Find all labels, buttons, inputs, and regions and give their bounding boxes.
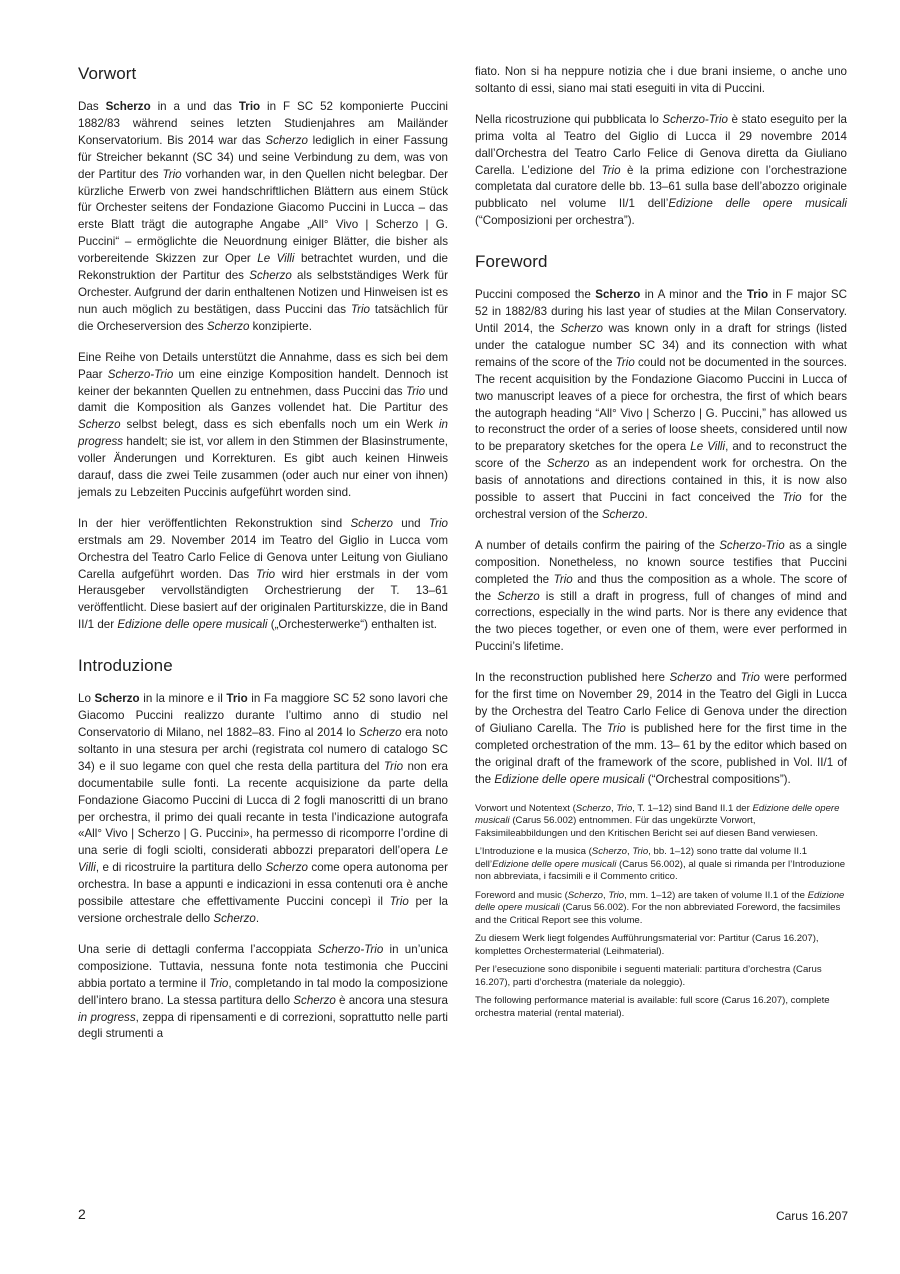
bold-text: Trio — [238, 100, 261, 113]
text-run: and — [712, 671, 741, 685]
text-run: Foreword and music ( — [475, 889, 568, 901]
text-run: Nella ricostruzione qui pubblicata lo — [475, 112, 663, 126]
italic-text: Scherzo — [669, 671, 713, 685]
text-run: Puccini composed the — [475, 288, 596, 302]
text-run: lediglich in einer Fassung für Streicher bekannt (SC 34) und seine Verbindung zu dem, was von der Partitur des — [78, 133, 448, 181]
text-run: in F major SC 52 in 1882/83 during his last year of studies at the Milan Conservatory. Until 2014, the — [475, 288, 847, 335]
italic-text: Trio — [608, 889, 625, 901]
text-run: in la minore e il — [139, 692, 227, 706]
italic-text: Trio — [383, 759, 404, 773]
introduzione-paragraph — [78, 942, 448, 1043]
text-run: L’Introduzione e la musica ( — [475, 846, 592, 858]
text-run: In der hier veröffentlichten Rekonstruktion sind — [78, 516, 351, 530]
text-run: , T. 1–12) sind Band II.1 der — [632, 802, 753, 814]
text-run: is published here for the first time in the completed orchestration of the mm. 13– 61 by the editor which based on the original draft of the framework of the score, published in Vol. II/1 of the — [475, 721, 847, 786]
italic-text: Scherzo — [265, 133, 308, 147]
catalog-number: Carus 16.207 — [775, 1209, 848, 1223]
text-run: betrachtet wurden, und die Rekonstruktion der Partitur des — [78, 252, 448, 283]
italic-text: Trio — [256, 567, 276, 581]
text-run: A number of details confirm the pairing of the — [475, 538, 720, 552]
italic-text: in progress — [78, 1010, 136, 1024]
text-run: come opera autonoma per orchestra. In base a appunti e indicazioni in essa contenuti ora è anche possibile attestare che effettivamente Puccini concepì il — [78, 861, 448, 909]
text-run: (“Composizioni per orchestra”). — [475, 214, 635, 228]
performance-material-note — [475, 933, 847, 958]
text-run: as an independent work for orchestra. On the basis of annotations and directions contained in this, it is now also possible to assert that Puccini in fact conceived the — [475, 457, 847, 505]
text-run: in F SC 52 komponierte Puccini 1882/83 während seines letzten Studienjahres am Mailänder Konservatorium. Bis 2014 war das — [78, 100, 449, 147]
italic-text: Scherzo-Trio — [107, 367, 174, 381]
italic-text: Trio — [428, 516, 448, 530]
text-run: Zu diesem Werk liegt folgendes Aufführungsmaterial vor: Partitur (Carus 16.207), komplettes Orchestermaterial (Leihmaterial). — [475, 933, 819, 957]
italic-text: Scherzo-Trio — [662, 112, 728, 126]
text-run: („Orchesterwerke“) enthalten ist. — [267, 618, 437, 632]
text-run: is still a draft in progress, full of changes of mind and corrections, especially in the wind parts. Nor is there any evidence that the two pieces together, or even one of them, were ever performed in Puccini’s lifetime. — [475, 589, 848, 654]
italic-text: Trio — [782, 491, 802, 505]
bold-text: Scherzo — [595, 288, 641, 302]
italic-text: Le Villi — [690, 440, 726, 454]
text-run: and thus the composition as a whole. The score of the — [475, 572, 847, 603]
text-run: wird hier erstmals in der vom Herausgeber vervollständigten Orchestrierung der T. 13–61 veröffentlicht. Diese basiert auf der originalen Partiturskizze, die in Band II/1 der — [78, 567, 448, 632]
text-run: , e di ricostruire la partitura dello — [95, 861, 266, 875]
introduzione-paragraph — [78, 691, 448, 928]
vorwort-paragraph — [78, 350, 448, 502]
italic-text: Scherzo — [497, 589, 540, 603]
italic-text: Scherzo-Trio — [317, 942, 384, 956]
bold-text: Trio — [746, 288, 769, 302]
italic-text: Scherzo — [567, 889, 603, 901]
text-run: (Carus 56.002) entnommen. Für das ungekürzte Vorwort, Faksimileabbildungen und den Kritischen Bericht sei auf diesen Band verwiesen. — [475, 815, 818, 839]
italic-text: Trio — [740, 671, 760, 685]
left-column — [78, 64, 448, 1057]
bold-text: Scherzo — [94, 692, 140, 706]
italic-text: Edizione delle opere musicali — [117, 618, 268, 632]
italic-text: Scherzo — [265, 861, 308, 875]
text-run: und — [392, 516, 429, 530]
introduzione-continued-paragraph — [475, 112, 847, 230]
text-run: , zeppa di ripensamenti e di correzioni, soprattutto nelle parti degli strumenti a — [78, 1010, 448, 1041]
italic-text: Trio — [406, 384, 426, 398]
bold-text: Scherzo — [105, 100, 151, 113]
italic-text: Scherzo — [78, 418, 121, 432]
vorwort-heading: Vorwort — [78, 64, 137, 83]
source-note — [475, 803, 847, 841]
italic-text: Trio — [616, 802, 633, 814]
text-run: Per l’esecuzione sono disponibile i seguenti materiali: partitura d’orchestra (Carus 16.207), parti d’orchestra (materiale da noleggio). — [475, 964, 822, 988]
text-run: Das — [78, 100, 106, 113]
vorwort-paragraph — [78, 516, 448, 634]
performance-material-note — [475, 964, 847, 989]
italic-text: Edizione delle opere musicali — [475, 889, 845, 914]
italic-text: Trio — [209, 976, 229, 990]
text-run: und damit die Komposition als Ganzes vollendet hat. Die Partitur des — [78, 384, 448, 415]
foreword-paragraph — [475, 287, 847, 524]
italic-text: Le Villi — [257, 252, 295, 266]
italic-text: Edizione delle opere musicali — [494, 772, 645, 786]
text-run: , — [627, 846, 633, 858]
italic-text: Scherzo — [293, 993, 336, 1007]
text-run: konzipierte. — [249, 319, 312, 333]
text-run: selbst belegt, dass es sich ebenfalls noch um ein Werk — [120, 418, 439, 432]
text-run: in Fa maggiore SC 52 sono lavori che Giacomo Puccini realizzo durante l’ultimo anno di studio nel Conservatorio di Milano, nel 1882–83. Fino al 2014 lo — [78, 692, 448, 739]
text-run: for the orchestral version of the — [475, 491, 848, 521]
foreword-heading: Foreword — [475, 252, 548, 272]
text-run: handelt; sie ist, vor allem in den Stimmen der Blasinstrumente, voller Änderungen und Korrekturen. Es gibt auch keinen Hinweis darauf, dass die zwei Teile zusammen (oder auch nur einer von ihnen) jemals zu Lebzeiten Puccinis aufgeführt worden sind. — [78, 435, 448, 499]
italic-text: Scherzo — [560, 321, 603, 335]
text-run: were performed for the first time on November 29, 2014 in the Teatro del Gigli in Lucca by the Orchestra del Teatro Carlo Felice di Genova under the direction of Giuliano Carella. The — [475, 671, 847, 735]
italic-text: Scherzo-Trio — [719, 538, 785, 552]
introduzione-continued-paragraph — [475, 64, 847, 98]
text-run: , — [602, 889, 609, 901]
text-run: could not be documented in the sources. The recent acquisition by the Fondazione Giacomo Puccini in Lucca of two manuscript leaves of a piece for orchestra, the first of which bears the autograph heading “All° Vivo | Scherzo | G. Puccini,” has allowed us to reconstruct the order of a series of loose sheets, considered until now to be preparatory sketches for the opera — [475, 355, 848, 454]
italic-text: Trio — [632, 846, 649, 858]
right-column — [475, 64, 847, 1026]
italic-text: Trio — [350, 302, 370, 316]
text-run: als selbstständiges Werk für Orchester. Aufgrund der darin enthaltenen Notizen und Hinweisen ist es nun auch möglich zu bestätigen, dass Puccini das — [78, 269, 448, 316]
italic-text: Scherzo — [546, 457, 590, 471]
text-run: fiato. Non si ha neppure notizia che i due brani insieme, o anche uno soltanto di essi, siano mai stati eseguiti in vita di Puccini. — [475, 65, 847, 95]
italic-text: Trio — [601, 163, 621, 177]
italic-text: Edizione delle opere musicali — [475, 802, 840, 827]
introduzione-heading: Introduzione — [78, 656, 173, 676]
text-run: per la versione orchestrale dello — [78, 895, 448, 925]
italic-text: Scherzo — [359, 726, 402, 739]
italic-text: in progress — [78, 418, 448, 449]
foreword-paragraph — [475, 538, 847, 656]
text-run: , — [611, 802, 617, 814]
text-run: è la prima edizione con l’orchestrazione completata dal curatore delle bb. 13–61 sulla base dell’abozzo originale pubblicato nel volume II/1 dell’ — [475, 163, 848, 211]
italic-text: Scherzo — [249, 269, 292, 283]
text-run: Una serie di dettagli conferma l’accoppiata — [78, 942, 318, 956]
text-run: (Carus 56.002), al quale si rimanda per l’Introduzione non abbreviata, i facsimili e il Commento critico. — [475, 858, 846, 883]
text-run: was known only in a draft for strings (listed under the catalogue number SC 34) and its connection with what remains of the score of the — [475, 321, 847, 369]
text-run: vorhanden war, in den Quellen nicht belegbar. Der kürzliche Erwerb von zwei handschriftlichen Blättern aus einem Stück für Orchester seitens der Fondazione Giacomo Puccini in Lucca – das erste Blatt trägt die autographe Angabe „All° Vivo | Scherzo | G. Puccini“ – ermöglichte die Neuordnung einiger Blätter, die bisher als vorbereitende Skizzen zur Oper — [78, 167, 449, 266]
text-run: (Carus 56.002). For the non abbreviated Foreword, the facsimiles and the Critical Report see this volume. — [475, 902, 841, 926]
text-run: in a und das — [150, 100, 239, 113]
text-run: era noto soltanto in una stesura per archi (registrata col numero di catalogo SC 34) e il suo legame con quel che resta della partitura del — [78, 726, 449, 773]
text-run: è stato eseguito per la prima volta al Teatro del Giglio di Lucca il 29 novembre 2014 dall’Orchestra del Teatro Carlo Felice di Genova diretta da Giuliano Carella. L’edizione del — [475, 112, 847, 177]
italic-text: Scherzo — [350, 516, 393, 530]
text-run: The following performance material is available: full score (Carus 16.207), complete orchestra material (rental material). — [475, 995, 830, 1019]
text-run: Lo — [78, 692, 95, 706]
text-run: um eine einzige Komposition handelt. Dennoch ist keiner der bekannten Quellen zu entnehmen, dass Puccini das — [78, 367, 448, 398]
text-run: Vorwort und Notentext ( — [475, 802, 576, 814]
italic-text: Scherzo — [591, 846, 627, 858]
italic-text: Trio — [553, 572, 573, 586]
italic-text: Scherzo — [213, 911, 256, 925]
vorwort-paragraph — [78, 99, 448, 336]
italic-text: Scherzo — [575, 802, 611, 814]
text-run: , mm. 1–12) are taken of volume II.1 of the — [624, 889, 808, 901]
italic-text: Edizione delle opere musicali — [492, 858, 617, 870]
source-notes — [475, 803, 847, 1021]
performance-material-note — [475, 995, 847, 1020]
text-run: tatsächlich für die Orcheserversion des — [78, 302, 448, 333]
text-run: in A minor and the — [640, 288, 747, 302]
text-run: in un’unica composizione. Tuttavia, nessuna fonte nota testimonia che Puccini abbia portato a termine il — [78, 942, 448, 990]
source-note — [475, 890, 847, 928]
text-run: non era documentabile sulle fonti. La recente acquisizione da parte della Fondazione Giacomo Puccini di Lucca di 2 fogli manoscritti di un brano per orchestra, il primo dei quali recante in testa l’indicazione autografa «All° Vivo | Scherzo | G. Puccini», ha permesso di ricomporre l’ordine di una serie di fogli sciolti, considerati abbozzi preparatori dell’opera — [78, 759, 448, 858]
italic-text: Le Villi — [78, 844, 448, 875]
source-note — [475, 846, 847, 884]
page-number: 2 — [78, 1206, 86, 1222]
italic-text: Trio — [162, 167, 182, 181]
italic-text: Edizione delle opere musicali — [668, 197, 847, 211]
italic-text: Trio — [389, 895, 409, 909]
bold-text: Trio — [226, 692, 248, 706]
italic-text: Scherzo — [206, 319, 250, 333]
foreword-paragraph — [475, 670, 847, 788]
text-run: . — [644, 507, 648, 521]
text-run: erstmals am 29. November 2014 im Teatro del Giglio in Lucca vom Orchestra del Teatro Carlo Felice di Genova unter Leitung von Giuliano Carella aufgeführt worden. Das — [78, 533, 448, 581]
italic-text: Scherzo — [601, 507, 645, 521]
text-run: , bb. 1–12) sono tratte dal volume II.1 dell’ — [475, 846, 808, 870]
text-run: (“Orchestral compositions”). — [644, 772, 791, 786]
italic-text: Trio — [606, 721, 626, 735]
text-run: . — [255, 911, 260, 925]
italic-text: Trio — [615, 355, 635, 369]
text-run: as a single composition. Nonetheless, no known source testifies that Puccini completed the — [475, 538, 847, 586]
text-run: In the reconstruction published here — [475, 671, 670, 685]
text-run: , completando in tal modo la composizione dell’intero brano. La stessa partitura dello — [78, 976, 449, 1007]
text-run: Eine Reihe von Details unterstützt die Annahme, dass es sich bei dem Paar — [78, 350, 448, 381]
text-run: è ancora una stesura — [335, 993, 448, 1007]
text-run: , and to reconstruct the score of the — [475, 440, 847, 471]
